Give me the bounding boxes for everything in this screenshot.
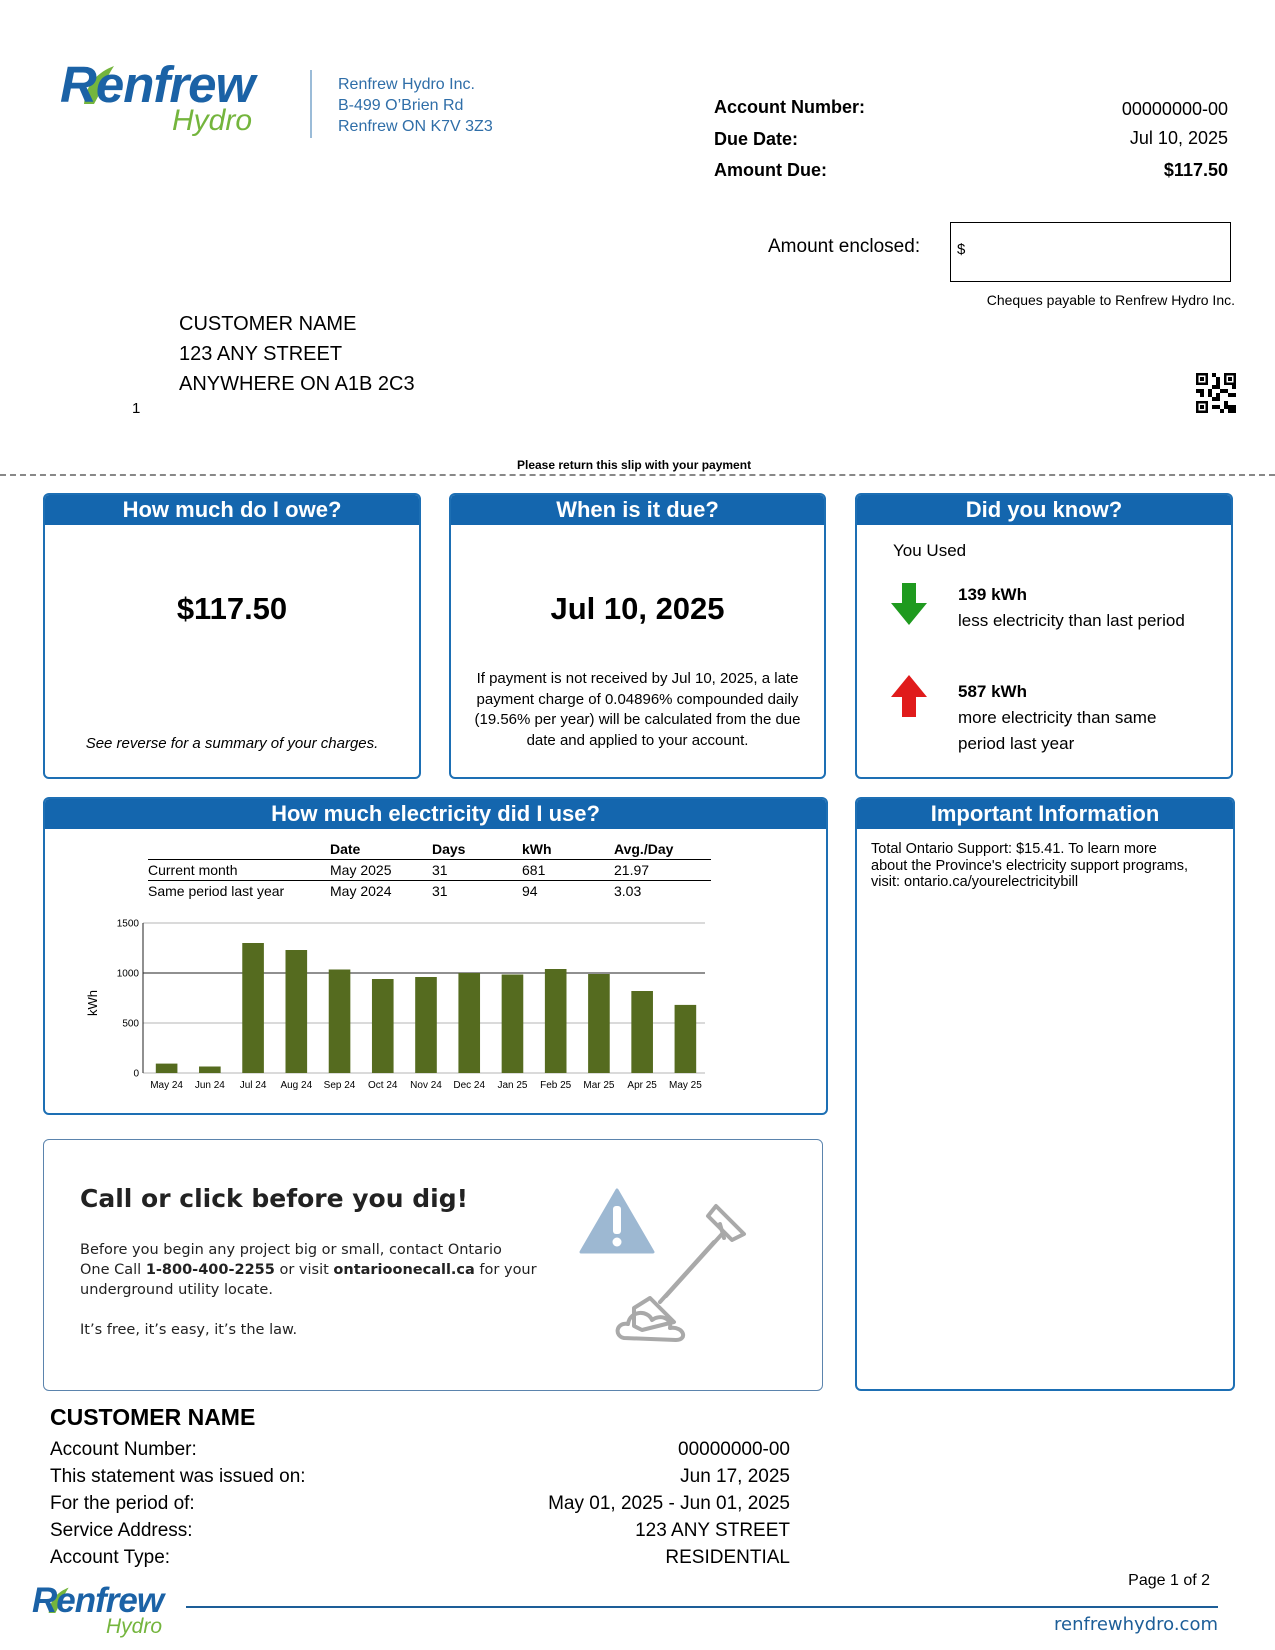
did-you-know-title: Did you know? (857, 495, 1231, 525)
bar (675, 1005, 697, 1073)
dig-safe-title: Call or click before you dig! (80, 1184, 469, 1213)
bar (199, 1067, 221, 1074)
owe-panel-title: How much do I owe? (45, 495, 419, 525)
summary-value: 123 ANY STREET (635, 1520, 790, 1541)
summary-label: Account Number: (50, 1439, 197, 1460)
x-tick-label: Dec 24 (453, 1080, 486, 1091)
logo-wordmark-hydro: Hydro (172, 104, 253, 137)
x-tick-label: Jun 24 (194, 1080, 225, 1091)
owe-panel (43, 493, 421, 779)
table-row (148, 860, 711, 881)
summary-value: RESIDENTIAL (665, 1547, 790, 1568)
footer-logo-renfrew: Renfrew (32, 1581, 164, 1620)
more-text-line-1: more electricity than same (958, 708, 1157, 727)
dig-line-1: Before you begin any project big or small, contact Ontario (80, 1242, 502, 1258)
company-address-line2: Renfrew ON K7V 3Z3 (338, 118, 493, 135)
logo-divider (310, 70, 312, 138)
y-tick-label: 500 (122, 1018, 139, 1030)
company-address-line1: B-499 O’Brien Rd (338, 97, 464, 114)
usage-col-blank (148, 841, 330, 860)
usage-cell: 31 (432, 860, 522, 881)
owe-note: See reverse for a summary of your charges. (85, 735, 379, 752)
late-note-line-3: (19.56% per year) will be calculated from the due (474, 711, 801, 728)
summary-customer-name: CUSTOMER NAME (50, 1404, 256, 1430)
due-date-value: Jul 10, 2025 (1129, 128, 1228, 148)
summary-label: Account Type: (50, 1547, 171, 1568)
dig-line-2-c: for your (474, 1262, 537, 1278)
summary-row (50, 1517, 790, 1544)
usage-cell: May 2025 (330, 860, 432, 881)
summary-label: Service Address: (50, 1520, 193, 1541)
usage-cell: 94 (522, 881, 614, 902)
bar (329, 970, 351, 1074)
important-line-1: Total Ontario Support: $15.41. To learn more (871, 841, 1157, 857)
x-tick-label: Mar 25 (583, 1080, 615, 1091)
dig-line-2-b: or visit (274, 1262, 334, 1278)
more-kwh: 587 kWh (958, 682, 1027, 701)
late-note-line-2: payment charge of 0.04896% compounded daily (476, 690, 799, 708)
due-date-label: Due Date: (714, 129, 799, 149)
bar (415, 977, 437, 1073)
summary-label: For the period of: (50, 1493, 195, 1514)
footer-logo-hydro: Hydro (106, 1615, 163, 1638)
usage-panel (43, 797, 828, 1115)
usage-col-days: Days (432, 841, 466, 857)
bar (502, 975, 524, 1074)
account-summary (50, 1436, 790, 1571)
more-text-line-2: period last year (958, 734, 1075, 753)
x-tick-label: Sep 24 (323, 1080, 356, 1091)
bar (242, 943, 264, 1073)
late-note-line-1: If payment is not received by Jul 10, 2025, a late (476, 670, 799, 687)
usage-cell: 31 (432, 881, 522, 902)
footer-rule (186, 1606, 1218, 1608)
dig-safe-text (80, 1240, 550, 1340)
bar (545, 969, 567, 1073)
qr-code-icon (1196, 373, 1236, 413)
late-payment-note (451, 669, 824, 751)
account-number-label: Account Number: (714, 97, 866, 117)
important-line-3: visit: ontario.ca/yourelectricitybill (871, 874, 1079, 890)
return-slip-note: Please return this slip with your payment (517, 458, 752, 472)
usage-cell: 681 (522, 860, 614, 881)
x-tick-label: Jan 25 (497, 1080, 528, 1091)
bar (458, 973, 480, 1073)
x-tick-label: May 25 (668, 1080, 702, 1091)
customer-street: 123 ANY STREET (179, 343, 343, 365)
bar (372, 979, 394, 1073)
dig-line-2-a: One Call (80, 1262, 146, 1278)
y-tick-label: 0 (133, 1068, 139, 1080)
usage-table-header (148, 841, 711, 860)
amount-due-value: $117.50 (1163, 160, 1228, 180)
tear-off-line (0, 474, 1275, 476)
important-info-text (871, 841, 1226, 891)
summary-value: Jun 17, 2025 (680, 1466, 790, 1487)
less-kwh: 139 kWh (958, 585, 1027, 604)
summary-value: 00000000-00 (678, 1439, 790, 1460)
dig-phone: 1-800-400-2255 (145, 1262, 275, 1278)
x-tick-label: Aug 24 (280, 1080, 313, 1091)
summary-label: This statement was issued on: (50, 1466, 306, 1487)
usage-col-date: Date (330, 841, 361, 857)
customer-city: ANYWHERE ON A1B 2C3 (179, 373, 415, 395)
bar (156, 1064, 178, 1073)
summary-row (50, 1436, 790, 1463)
summary-row (50, 1463, 790, 1490)
footer-logo (32, 1582, 182, 1644)
x-tick-label: Nov 24 (410, 1080, 442, 1091)
due-date: Jul 10, 2025 (550, 591, 725, 626)
company-logo (60, 58, 275, 138)
usage-cell: Same period last year (148, 881, 330, 902)
arrow-down-icon (890, 583, 928, 625)
important-info-panel (855, 797, 1235, 1391)
did-you-know-panel (855, 493, 1233, 779)
amount-enclosed-label: Amount enclosed: (768, 236, 921, 257)
usage-col-avg: Avg./Day (614, 841, 674, 857)
due-panel (449, 493, 826, 779)
company-address (338, 74, 493, 137)
company-name: Renfrew Hydro Inc. (338, 76, 475, 93)
summary-row (50, 1490, 790, 1517)
mailing-address (179, 309, 415, 399)
y-axis-label: kWh (85, 990, 100, 1016)
important-line-2: about the Province's electricity support programs, (871, 857, 1189, 874)
usage-cell: May 2024 (330, 881, 432, 902)
usage-col-kwh: kWh (522, 841, 552, 857)
table-row (148, 881, 711, 902)
summary-value: May 01, 2025 - Jun 01, 2025 (548, 1493, 790, 1514)
footer-website[interactable]: renfrewhydro.com (1054, 1614, 1218, 1635)
mail-sequence-number: 1 (132, 400, 141, 417)
owe-amount: $117.50 (176, 591, 288, 626)
x-tick-label: May 24 (150, 1080, 184, 1091)
logo-wordmark-renfrew: Renfrew (60, 56, 255, 113)
y-tick-label: 1500 (116, 918, 139, 930)
account-number-value: 00000000-00 (1121, 99, 1228, 119)
important-info-title: Important Information (857, 799, 1233, 829)
arrow-up-icon (890, 675, 928, 717)
amount-enclosed-field[interactable] (950, 222, 1231, 282)
y-tick-label: 1000 (116, 968, 139, 980)
dig-line-2 (80, 1260, 550, 1280)
customer-name: CUSTOMER NAME (179, 313, 357, 335)
usage-cell: Current month (148, 860, 330, 881)
usage-cell: 3.03 (614, 881, 711, 902)
x-tick-label: Jul 24 (239, 1080, 267, 1091)
x-tick-label: Oct 24 (368, 1080, 398, 1091)
usage-bar-chart (45, 915, 826, 1115)
due-panel-title: When is it due? (451, 495, 824, 525)
summary-row (50, 1544, 790, 1571)
cheque-payable-note: Cheques payable to Renfrew Hydro Inc. (986, 292, 1235, 308)
usage-table (148, 841, 711, 901)
usage-panel-title: How much electricity did I use? (45, 799, 826, 829)
late-note-line-4: date and applied to your account. (526, 731, 749, 749)
bar (588, 974, 610, 1073)
page-number: Page 1 of 2 (1128, 1572, 1210, 1589)
dig-site-link[interactable]: ontarioonecall.ca (333, 1262, 475, 1278)
x-tick-label: Feb 25 (540, 1080, 572, 1091)
bar (631, 991, 653, 1073)
usage-cell: 21.97 (614, 860, 711, 881)
amount-due-label: Amount Due: (714, 160, 827, 180)
dig-line-3: underground utility locate. (80, 1282, 273, 1298)
shovel-icon (604, 1198, 764, 1348)
dig-safe-panel (43, 1139, 823, 1391)
bar (286, 950, 308, 1073)
you-used-label: You Used (893, 541, 967, 560)
dig-line-4: It’s free, it’s easy, it’s the law. (80, 1322, 298, 1338)
x-tick-label: Apr 25 (627, 1080, 657, 1091)
currency-symbol: $ (957, 241, 966, 258)
less-text: less electricity than last period (958, 611, 1185, 630)
